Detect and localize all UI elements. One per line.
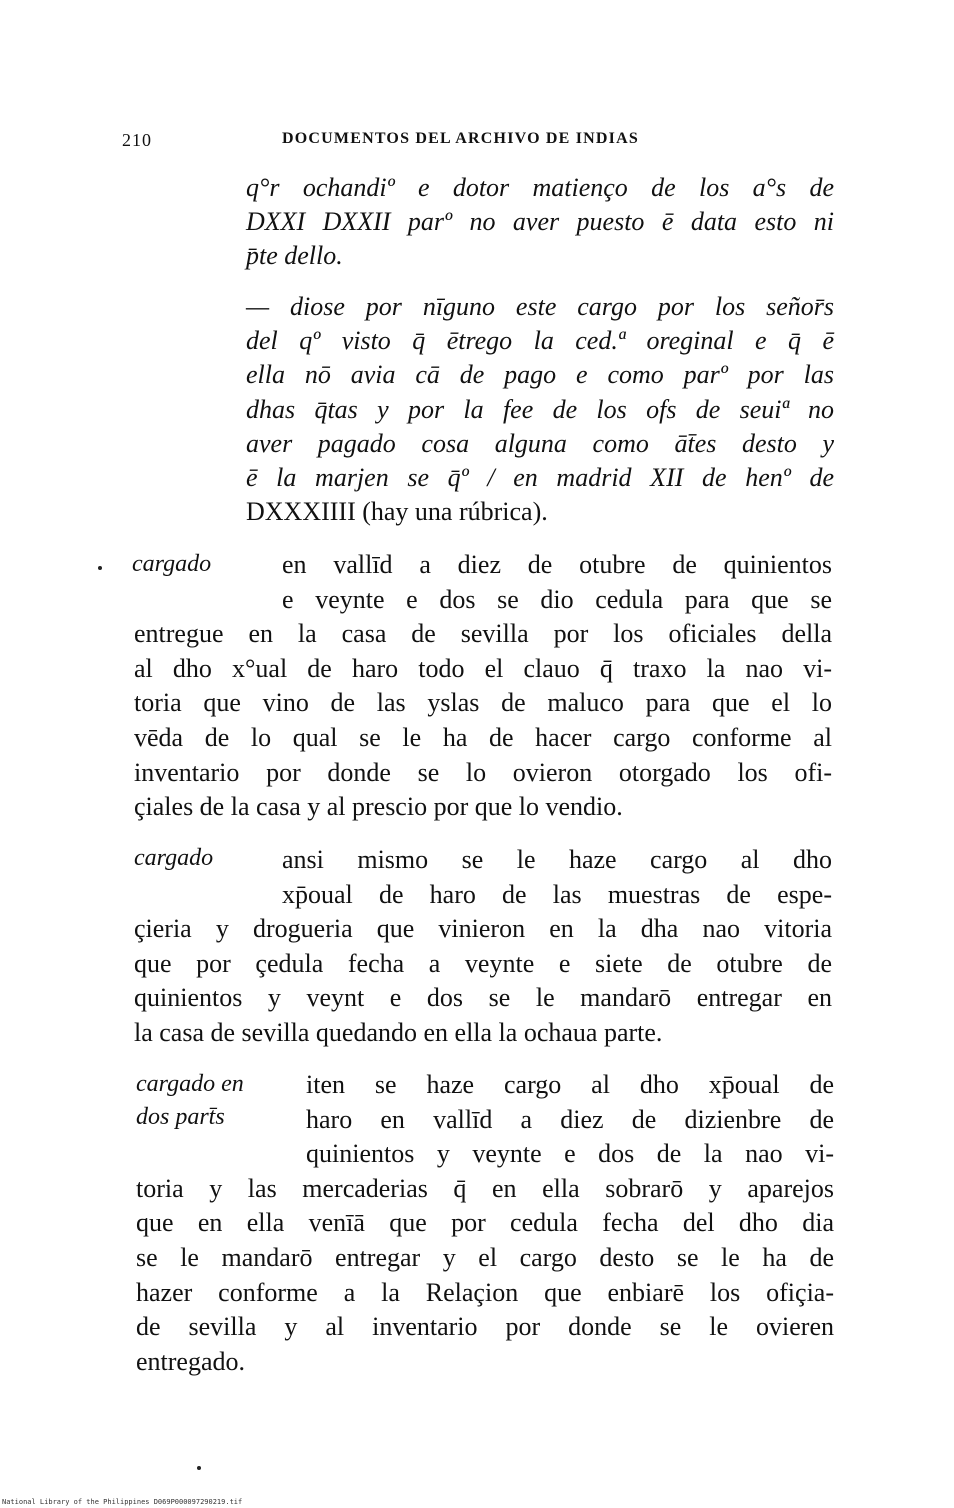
text-line: quinientos y veynt e dos se le mandarō entregar en <box>134 983 832 1013</box>
text-line: toria que vino de las yslas de maluco para que el lo <box>134 688 832 718</box>
text-line: vēda de lo qual se le ha de hacer cargo conforme al <box>134 722 832 752</box>
margin-label-line: cargado en <box>136 1071 244 1097</box>
running-title: DOCUMENTOS DEL ARCHIVO DE INDIAS <box>282 130 639 147</box>
text-line: xp̄oual de haro de las muestras de espe- <box>282 879 832 909</box>
text-line: dhas q̄tas y por la fee de los ofs de seuiª no <box>246 394 834 424</box>
text-line-closing: DXXXIIII (hay una rúbrica). <box>246 497 548 527</box>
text-line: del qº visto q̄ ētrego la ced.ª oreginal e q̄ ē <box>246 326 834 356</box>
text-line: çiales de la casa y al prescio por que lo vendio. <box>134 792 623 822</box>
text-line: quinientos y veynte e dos de la nao vi- <box>306 1139 834 1169</box>
text-line: iten se haze cargo al dho xp̄oual de <box>306 1070 834 1099</box>
page-number: 210 <box>122 130 152 150</box>
text-line: que en ella venīā que por cedula fecha del dho dia <box>136 1208 834 1238</box>
text-line: DXXI DXXII parº no aver puesto ē data esto ni <box>246 207 834 237</box>
text-line: haro en vallīd a diez de dizienbre de <box>306 1104 834 1134</box>
entry-paragraph-3 <box>136 1068 834 1379</box>
text-line: ansi mismo se le haze cargo al dho <box>282 845 832 874</box>
entry-paragraph-2 <box>134 843 832 1051</box>
text-line: inventario por donde se lo ovieron otorgado los ofi- <box>134 757 832 787</box>
scan-speck <box>197 1466 201 1470</box>
text-line: q°r ochandiº e dotor matienço de los a°s de <box>246 173 834 202</box>
text-line: ella nō avia cā de pago e como parº por las <box>246 360 834 390</box>
text-line: p̄te dello. <box>246 241 343 271</box>
text-line: en vallīd a diez de otubre de quinientos <box>282 550 832 579</box>
quoted-block-2 <box>246 290 834 529</box>
margin-label-cargado: cargado <box>134 845 214 871</box>
text-line: aver pagado cosa alguna como āt̄es desto y <box>246 428 834 458</box>
text-line: entregado. <box>136 1346 246 1376</box>
text-line: la casa de sevilla quedando en ella la ochaua parte. <box>134 1017 663 1047</box>
entry-paragraph-1 <box>134 548 832 825</box>
margin-label-cargado: cargado <box>132 551 212 577</box>
text-line: hazer conforme a la Relaçion que enbiarē los ofiçia- <box>136 1277 834 1307</box>
text-line: que por çedula fecha a veynte e siete de otubre de <box>134 948 832 978</box>
scan-speck <box>98 566 102 570</box>
text-line: se le mandarō entregar y el cargo desto se le ha de <box>136 1242 834 1272</box>
text-line: — diose por nīguno este cargo por los señor̄s <box>246 292 834 321</box>
text-line: e veynte e dos se dio cedula para que se <box>282 584 832 614</box>
text-line: de sevilla y al inventario por donde se le ovieren <box>136 1312 834 1342</box>
text-line: al dho x°ual de haro todo el clauo q̄ traxo la nao vi- <box>134 653 832 683</box>
scan-footer-stamp: National Library of the Philippines D069P000097290219.tif <box>2 1498 243 1506</box>
text-line: ē la marjen se q̄º / en madrid XII de henº de <box>246 463 834 493</box>
text-line: toria y las mercaderias q̄ en ella sobrarō y aparejos <box>136 1173 834 1203</box>
margin-label-line: dos part̄s <box>136 1104 225 1130</box>
text-line: entregue en la casa de sevilla por los oficiales della <box>134 619 832 649</box>
quoted-block-1 <box>246 171 834 274</box>
text-line: çieria y drogueria que vinieron en la dha nao vitoria <box>134 914 832 944</box>
